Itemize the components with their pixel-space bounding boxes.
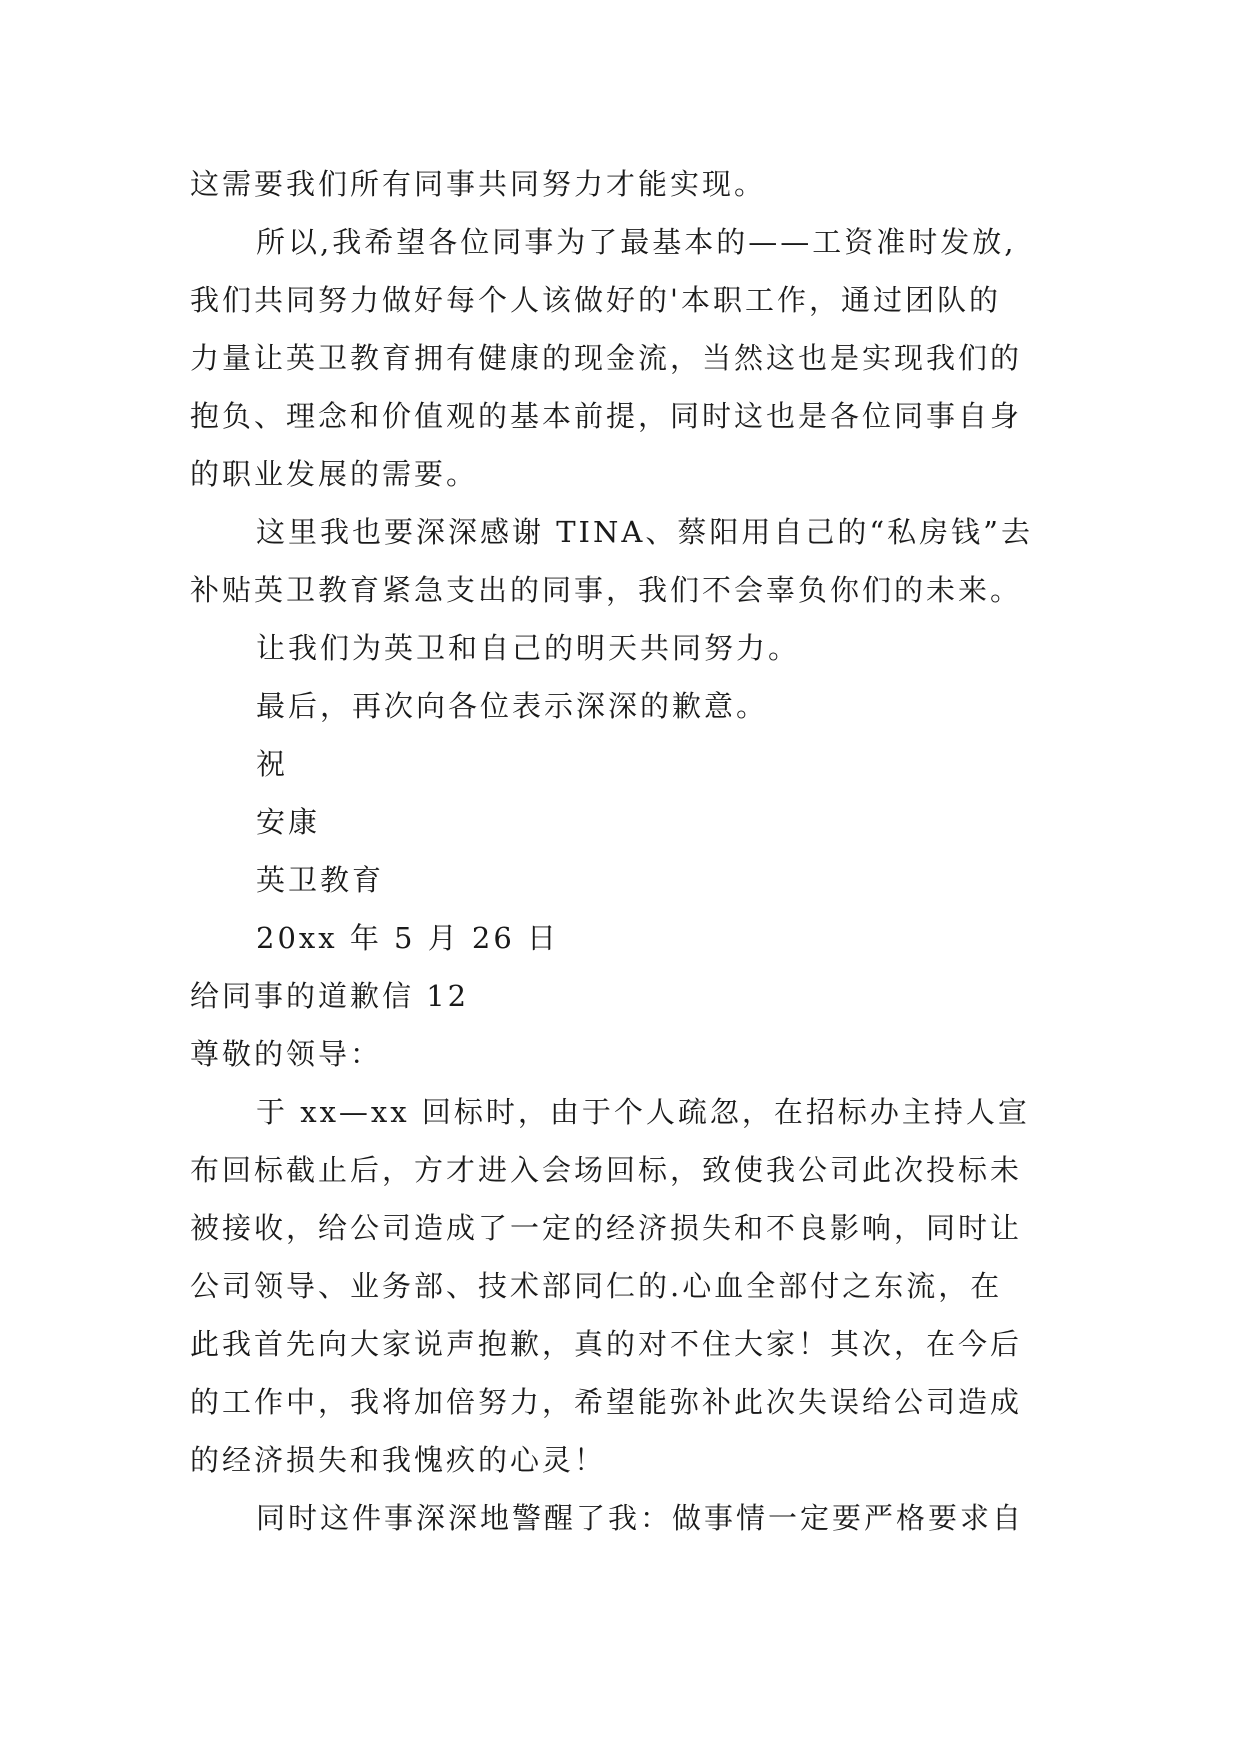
text-line: 最后，再次向各位表示深深的歉意。: [256, 689, 769, 723]
greeting-line: 祝: [256, 747, 289, 781]
signature-line: 英卫教育: [256, 863, 385, 897]
section-heading: 给同事的道歉信 12: [190, 979, 470, 1013]
text-line: 让我们为英卫和自己的明天共同努力。: [256, 631, 801, 665]
text-line: 的职业发展的需要。: [190, 457, 479, 491]
date-line: 20xx 年 5 月 26 日: [256, 921, 560, 955]
text-line: 力量让英卫教育拥有健康的现金流，当然这也是实现我们的: [190, 341, 1023, 375]
text-line: 此我首先向大家说声抱歉，真的对不住大家！其次，在今后: [190, 1327, 1023, 1361]
text-line: 的经济损失和我愧疚的心灵！: [190, 1443, 607, 1477]
text-line: 被接收，给公司造成了一定的经济损失和不良影响，同时让: [190, 1211, 1023, 1245]
text-line: 布回标截止后，方才进入会场回标，致使我公司此次投标未: [190, 1153, 1023, 1187]
greeting-line: 安康: [256, 805, 321, 839]
text-line: 所以,我希望各位同事为了最基本的——工资准时发放,: [256, 225, 1017, 259]
salutation-line: 尊敬的领导：: [190, 1037, 383, 1071]
text-line: 公司领导、业务部、技术部同仁的.心血全部付之东流，在: [190, 1269, 1003, 1303]
text-line: 抱负、理念和价值观的基本前提，同时这也是各位同事自身: [190, 399, 1023, 433]
text-line: 这需要我们所有同事共同努力才能实现。: [190, 167, 767, 201]
text-line: 同时这件事深深地警醒了我：做事情一定要严格要求自: [256, 1501, 1025, 1535]
text-line: 补贴英卫教育紧急支出的同事，我们不会辜负你们的未来。: [190, 573, 1023, 607]
text-line: 这里我也要深深感谢 TINA、蔡阳用自己的“私房钱”去: [256, 515, 1033, 549]
text-line: 的工作中，我将加倍努力，希望能弥补此次失误给公司造成: [190, 1385, 1023, 1419]
text-line: 于 xx—xx 回标时，由于个人疏忽，在招标办主持人宣: [256, 1095, 1030, 1129]
text-line: 我们共同努力做好每个人该做好的'本职工作，通过团队的: [190, 283, 1001, 317]
